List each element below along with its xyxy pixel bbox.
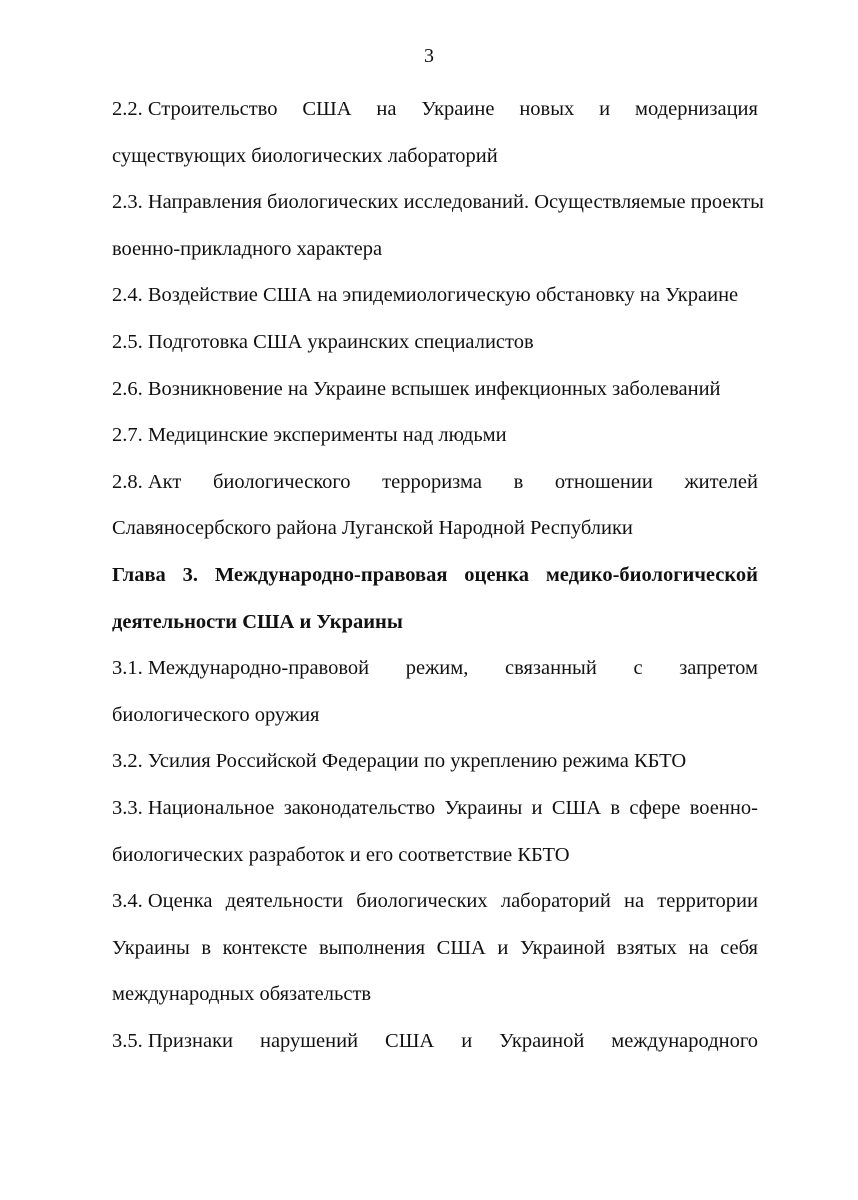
word: деятельности <box>225 890 344 913</box>
word: Украине <box>421 98 495 120</box>
word: на <box>624 890 645 913</box>
word: США <box>385 1029 435 1052</box>
word: 2.2. Строительство <box>112 98 278 120</box>
word: нарушений <box>259 1029 359 1052</box>
word: в <box>513 470 524 493</box>
word: выполнения <box>318 936 426 959</box>
toc-entry-3-4-line-1 <box>112 884 758 931</box>
word: жителей <box>684 470 758 493</box>
toc-entry-3-2: 3.2. Усилия Российской Федерации по укреплению режима КБТО <box>112 750 687 773</box>
toc-entry-3-4-line-3: международных обязательств <box>112 983 372 1006</box>
word: и <box>531 796 543 819</box>
word: 3. <box>182 563 199 586</box>
word: медико-биологической <box>545 563 758 586</box>
word: Украиной <box>519 936 606 959</box>
word: биологического <box>212 470 351 493</box>
word: 3.1. Международно-правовой <box>112 657 370 680</box>
word: США <box>302 98 352 120</box>
word: военно- <box>689 796 758 819</box>
word: модернизация <box>635 98 758 120</box>
word: себя <box>720 936 758 959</box>
word: Украины <box>444 796 523 819</box>
toc-entry-2-2-line-1 <box>112 92 758 139</box>
word: сфере <box>629 796 681 819</box>
toc-entry-3-5-line-1 <box>112 1024 758 1071</box>
word: территории <box>657 890 758 913</box>
word: в <box>610 796 621 819</box>
word: США <box>436 936 486 959</box>
toc-entry-2-8-line-1 <box>112 465 758 512</box>
word: США <box>551 796 602 819</box>
word: Глава <box>112 563 166 586</box>
word: запретом <box>679 657 758 680</box>
toc-entry-2-3-line-2: военно-прикладного характера <box>112 237 383 260</box>
word: отношении <box>554 470 653 493</box>
word: на <box>376 98 397 120</box>
word: и <box>497 936 509 959</box>
word: законодательство <box>283 796 436 819</box>
toc-entry-3-4-line-2 <box>112 931 758 978</box>
word: Украиной <box>499 1029 585 1052</box>
word: в <box>201 936 212 959</box>
toc-entry-3-1-line-1 <box>112 651 758 698</box>
word: 3.4. Оценка <box>112 890 213 913</box>
toc-entry-2-4: 2.4. Воздействие США на эпидемиологическую обстановку на Украине <box>112 284 739 307</box>
word: режим, <box>405 657 469 680</box>
toc-entry-3-3-line-2: биологических разработок и его соответствие КБТО <box>112 843 570 866</box>
word: на <box>688 936 709 959</box>
word: взятых <box>616 936 677 959</box>
toc-entry-3-3-line-1 <box>112 791 758 838</box>
word: 2.8. Акт <box>112 470 182 493</box>
toc-entry-3-1-line-2: биологического оружия <box>112 703 320 726</box>
toc-entry-2-7: 2.7. Медицинские эксперименты над людьми <box>112 424 507 447</box>
word: 3.3. Национальное <box>112 796 275 819</box>
toc-entry-2-2-line-2: существующих биологических лабораторий <box>112 144 498 167</box>
word: терроризма <box>382 470 482 493</box>
page-number: 3 <box>424 45 434 67</box>
toc-entry-2-3-line-1: 2.3. Направления биологических исследований. Осуществляемые проекты <box>112 191 764 214</box>
word: и <box>461 1029 473 1052</box>
chapter-3-heading-line-1 <box>112 558 758 605</box>
word: с <box>633 657 643 680</box>
word: лабораторий <box>500 890 611 913</box>
word: оценка <box>464 563 529 586</box>
toc-entry-2-6: 2.6. Возникновение на Украине вспышек инфекционных заболеваний <box>112 377 721 400</box>
word: новых <box>519 98 575 120</box>
chapter-3-heading-line-2: деятельности США и Украины <box>112 610 403 633</box>
word: Международно-правовая <box>214 563 448 586</box>
word: 3.5. Признаки <box>112 1029 233 1052</box>
word: Украины <box>112 936 190 959</box>
toc-entry-2-5: 2.5. Подготовка США украинских специалистов <box>112 330 534 353</box>
toc-entry-2-8-line-2: Славяносербского района Луганской Народной Республики <box>112 517 633 540</box>
word: международного <box>611 1029 758 1052</box>
word: контексте <box>222 936 308 959</box>
word: связанный <box>504 657 597 680</box>
word: и <box>599 98 611 120</box>
word: биологических <box>356 890 488 913</box>
table-of-contents <box>112 92 764 1070</box>
